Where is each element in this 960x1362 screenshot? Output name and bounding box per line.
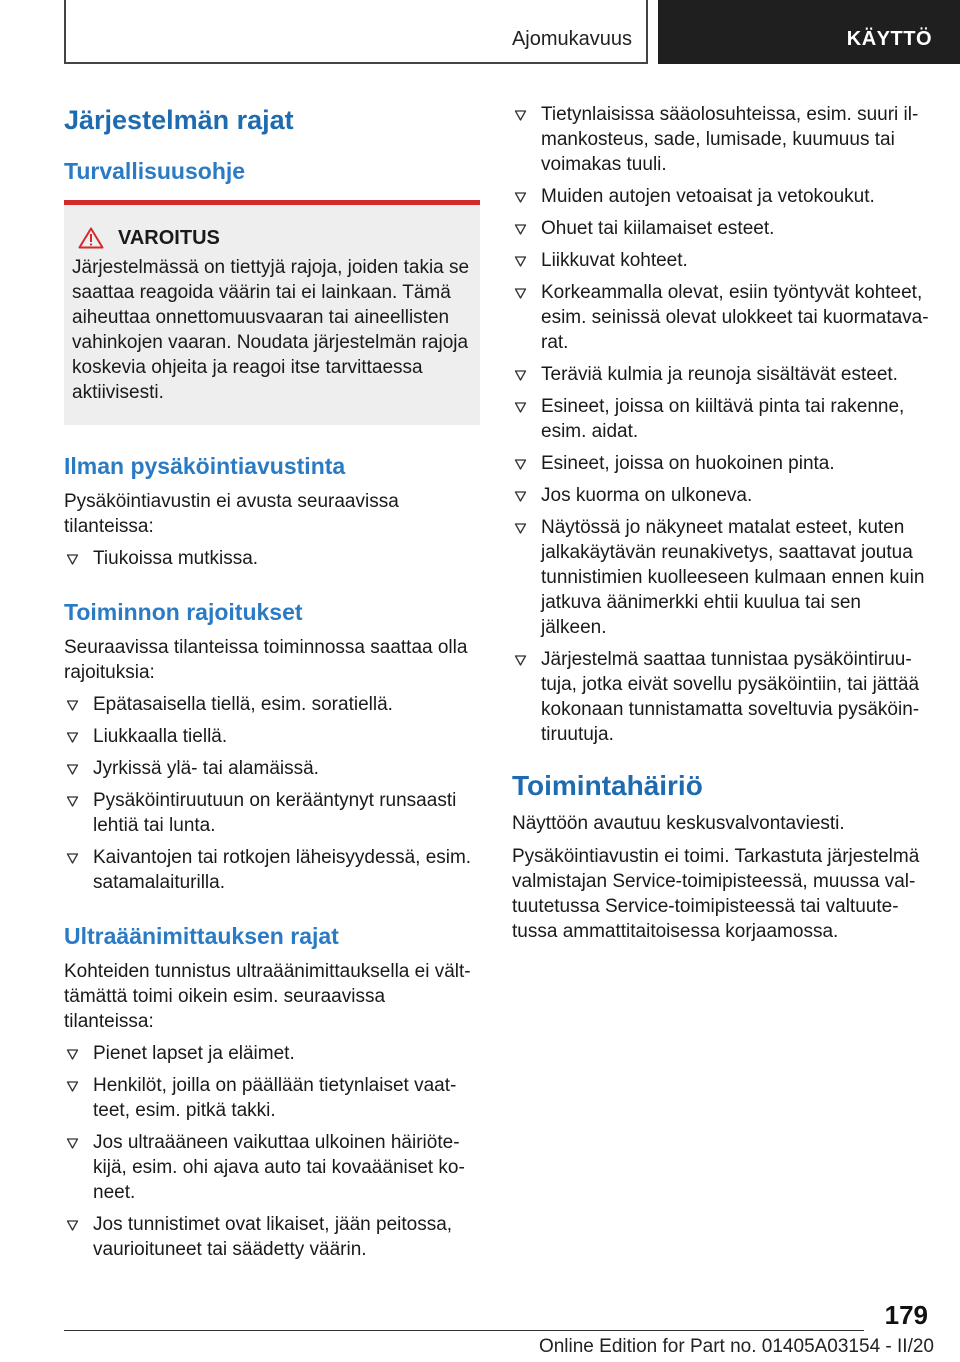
list-ultrasound-continued — [512, 102, 930, 747]
list-limitations — [64, 692, 480, 895]
footer-divider — [64, 1330, 864, 1331]
list-item-text: Korkeammalla olevat, esiin työntyvät kohteet, esim. seinissä olevat ulokkeet tai kuormatavarat. — [541, 282, 929, 353]
list-item — [512, 515, 930, 640]
warning-triangle-icon — [78, 227, 104, 249]
list-item-text: Epätasaisella tiellä, esim. soratiellä. — [93, 694, 393, 715]
malfunction-text-1: Näyttöön avautuu keskusvalvontaviesti. — [512, 813, 845, 834]
safety-heading: Turvallisuusohje — [64, 158, 246, 184]
page-title: Järjestelmän rajat — [64, 105, 294, 135]
list-item — [64, 1130, 480, 1205]
footer-edition-text: Online Edition for Part no. 01405A03154 - II/20 — [538, 1336, 934, 1357]
triangle-bullet-icon — [66, 699, 79, 712]
list-item-text: Pienet lapset ja eläimet. — [93, 1043, 295, 1064]
section-intro-no-assist: Pysäköintiavustin ei avusta seuraavissa tilanteissa: — [64, 491, 399, 537]
triangle-bullet-icon — [66, 731, 79, 744]
triangle-bullet-icon — [66, 763, 79, 776]
list-item — [64, 845, 480, 895]
list-item — [512, 102, 930, 177]
list-item-text: Jos ultraääneen vaikuttaa ulkoinen häiriötekijä, esim. ohi ajava auto tai kovaääniset koneet. — [93, 1132, 465, 1203]
list-item — [512, 483, 930, 508]
list-item — [512, 362, 930, 387]
list-item-text: Jyrkissä ylä- tai alamäissä. — [93, 758, 319, 779]
malfunction-heading: Toimintahäiriö — [512, 770, 703, 801]
triangle-bullet-icon — [514, 255, 527, 268]
list-item-text: Tiukoissa mutkissa. — [93, 548, 259, 569]
list-item — [64, 1073, 480, 1123]
header-section-box — [64, 0, 648, 64]
warning-title-row — [72, 225, 472, 251]
list-item — [64, 1041, 480, 1066]
triangle-bullet-icon — [514, 654, 527, 667]
list-no-assist — [64, 546, 480, 571]
list-item-text: Liukkaalla tiellä. — [93, 726, 228, 747]
list-item-text: Jos tunnistimet ovat likaiset, jään peitossa, vaurioituneet tai säädetty väärin. — [93, 1214, 453, 1260]
list-item — [64, 692, 480, 717]
triangle-bullet-icon — [66, 1219, 79, 1232]
list-item — [512, 394, 930, 444]
list-item-text: Muiden autojen vetoaisat ja vetokoukut. — [541, 186, 875, 207]
header-chapter-title: KÄYTTÖ — [846, 28, 932, 50]
list-item-text: Järjestelmä saattaa tunnistaa pysäköintiruutuja, jotka eivät sovellu pysäköintiin, tai jättää kokonaan tunnistamatta soveltuvia pysäköintiruutuja. — [541, 649, 920, 745]
triangle-bullet-icon — [514, 191, 527, 204]
list-item-text: Esineet, joissa on huokoinen pinta. — [541, 453, 835, 474]
section-intro-ultrasound: Kohteiden tunnistus ultraäänimittauksella ei välttämättä toimi oikein esim. seuraavissa tilanteissa: — [64, 961, 471, 1032]
triangle-bullet-icon — [514, 109, 527, 122]
section-heading-no-assist: Ilman pysäköintiavustinta — [64, 453, 346, 479]
list-item — [512, 280, 930, 355]
section-heading-limitations: Toiminnon rajoitukset — [64, 599, 303, 625]
left-column — [64, 100, 480, 1262]
warning-text: Järjestelmässä on tiettyjä rajoja, joiden takia se saattaa reagoida väärin tai ei lainkaan. Tämä aiheuttaa onnettomuusvaaran tai aineellisten vahinkojen vaaran. Noudata järjestelmän rajoja koskevia ohjeita ja reagoi itse tarvittaessa aktiivisesti. — [72, 257, 470, 403]
list-item — [64, 1212, 480, 1262]
triangle-bullet-icon — [66, 553, 79, 566]
list-item — [512, 216, 930, 241]
list-item-text: Henkilöt, joilla on päällään tietynlaiset vaatteet, esim. pitkä takki. — [93, 1075, 457, 1121]
list-item-text: Ohuet tai kiilamaiset esteet. — [541, 218, 775, 239]
section-intro-limitations: Seuraavissa tilanteissa toiminnossa saattaa olla rajoituksia: — [64, 637, 468, 683]
list-item-text: Näytössä jo näkyneet matalat esteet, kuten jalkakäytävän reunakivetys, saattavat joutua tunnistimien kuolleeseen kulmaan ennen kuin jatkuva äänimerkki ehtii kuulua tai sen jälkeen. — [541, 517, 925, 638]
list-item — [64, 546, 480, 571]
warning-box — [64, 200, 480, 425]
triangle-bullet-icon — [66, 1080, 79, 1093]
triangle-bullet-icon — [66, 795, 79, 808]
triangle-bullet-icon — [514, 490, 527, 503]
list-item — [512, 248, 930, 273]
list-item-text: Teräviä kulmia ja reunoja sisältävät esteet. — [541, 364, 898, 385]
list-item — [512, 451, 930, 476]
triangle-bullet-icon — [66, 1048, 79, 1061]
page-number: 179 — [884, 1300, 928, 1330]
triangle-bullet-icon — [514, 223, 527, 236]
list-item-text: Liikkuvat kohteet. — [541, 250, 688, 271]
list-item — [512, 647, 930, 747]
list-item — [64, 788, 480, 838]
list-item — [64, 724, 480, 749]
header-section-title: Ajomukavuus — [511, 28, 632, 50]
triangle-bullet-icon — [514, 369, 527, 382]
triangle-bullet-icon — [514, 458, 527, 471]
list-item-text: Jos kuorma on ulkoneva. — [541, 485, 753, 506]
list-item-text: Tietynlaisissa sääolosuhteissa, esim. suuri ilmankosteus, sade, lumisade, kuumuus tai voimakas tuuli. — [541, 104, 919, 175]
warning-title: VAROITUS — [118, 227, 220, 249]
list-item-text: Pysäköintiruutuun on kerääntynyt runsaasti lehtiä tai lunta. — [93, 790, 457, 836]
list-item — [64, 756, 480, 781]
triangle-bullet-icon — [514, 287, 527, 300]
list-item-text: Kaivantojen tai rotkojen läheisyydessä, esim. satamalaiturilla. — [93, 847, 472, 893]
section-heading-ultrasound: Ultraäänimittauksen rajat — [64, 923, 339, 949]
malfunction-text-2: Pysäköintiavustin ei toimi. Tarkastuta järjestelmä valmistajan Service-toimipisteessä, muussa valtuutetussa Service-toimipisteessä tai valtuutetussa ammattitaitoisessa korjaamossa. — [512, 846, 920, 942]
list-ultrasound — [64, 1041, 480, 1262]
triangle-bullet-icon — [66, 1137, 79, 1150]
triangle-bullet-icon — [514, 401, 527, 414]
header-chapter-tab — [658, 0, 960, 64]
list-item — [512, 184, 930, 209]
triangle-bullet-icon — [66, 852, 79, 865]
list-item-text: Esineet, joissa on kiiltävä pinta tai rakenne, esim. aidat. — [541, 396, 905, 442]
right-column — [512, 100, 930, 944]
triangle-bullet-icon — [514, 522, 527, 535]
